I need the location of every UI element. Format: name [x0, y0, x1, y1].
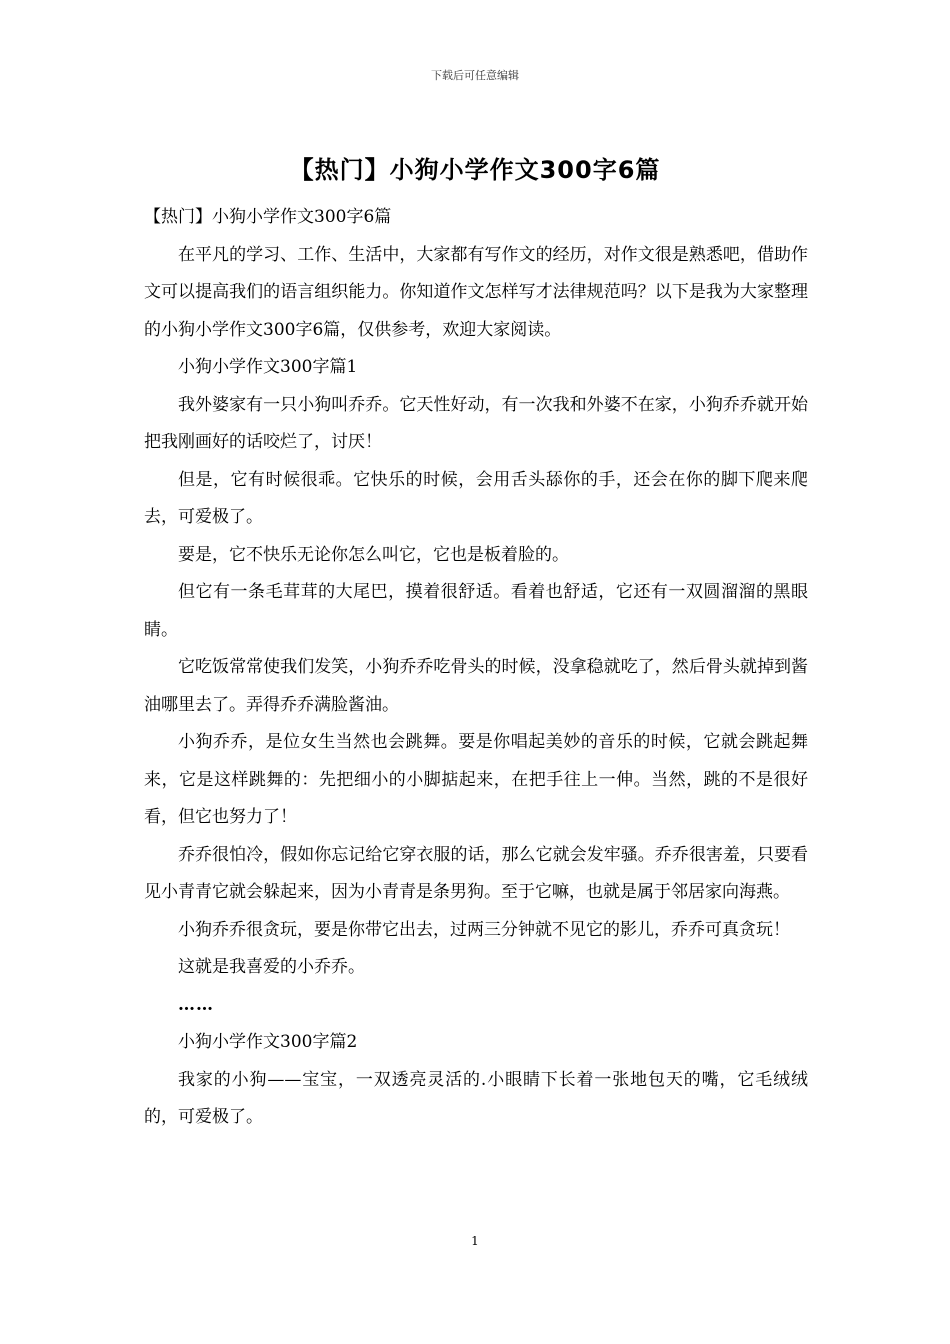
document-body	[144, 199, 808, 1137]
paragraph: 乔乔很怕冷，假如你忘记给它穿衣服的话，那么它就会发牢骚。乔乔很害羞，只要看见小青青它就会躲起来，因为小青青是条男狗。至于它嘛，也就是属于邻居家向海燕。	[144, 844, 808, 902]
ellipsis: ……	[178, 994, 214, 1015]
paragraph: 小狗乔乔很贪玩，要是你带它出去，过两三分钟就不见它的影儿，乔乔可真贪玩！	[178, 919, 790, 940]
page-number: 1	[471, 1234, 479, 1248]
paragraph: 但是，它有时候很乖。它快乐的时候，会用舌头舔你的手，还会在你的脚下爬来爬去，可爱极了。	[144, 469, 808, 527]
section-heading-2: 小狗小学作文300字篇2	[178, 1032, 358, 1052]
section-heading-1: 小狗小学作文300字篇1	[178, 357, 358, 377]
document-title: 【热门】小狗小学作文300字6篇	[289, 156, 661, 184]
paragraph: 要是，它不快乐无论你怎么叫它，它也是板着脸的。	[178, 544, 569, 565]
paragraph: 这就是我喜爱的小乔乔。	[178, 957, 365, 977]
paragraph: 我家的小狗——宝宝，一双透亮灵活的.小眼睛下长着一张地包天的嘴，它毛绒绒的，可爱极了。	[144, 1069, 808, 1127]
document-subtitle: 【热门】小狗小学作文300字6篇	[144, 207, 392, 227]
paragraph-intro: 在平凡的学习、工作、生活中，大家都有写作文的经历，对作文很是熟悉吧，借助作文可以提高我们的语言组织能力。你知道作文怎样写才法律规范吗？以下是我为大家整理的小狗小学作文300字6篇，仅供参考，欢迎大家阅读。	[144, 244, 808, 340]
paragraph: 小狗乔乔，是位女生当然也会跳舞。要是你唱起美妙的音乐的时候，它就会跳起舞来，它是这样跳舞的：先把细小的小脚掂起来，在把手往上一伸。当然，跳的不是很好看，但它也努力了！	[144, 732, 808, 827]
paragraph: 我外婆家有一只小狗叫乔乔。它天性好动，有一次我和外婆不在家，小狗乔乔就开始把我刚画好的话咬烂了，讨厌！	[144, 394, 808, 452]
header-note: 下载后可任意编辑	[431, 69, 519, 82]
paragraph: 它吃饭常常使我们发笑，小狗乔乔吃骨头的时候，没拿稳就吃了，然后骨头就掉到酱油哪里去了。弄得乔乔满脸酱油。	[144, 657, 808, 715]
paragraph: 但它有一条毛茸茸的大尾巴，摸着很舒适。看着也舒适，它还有一双圆溜溜的黑眼睛。	[144, 582, 808, 640]
